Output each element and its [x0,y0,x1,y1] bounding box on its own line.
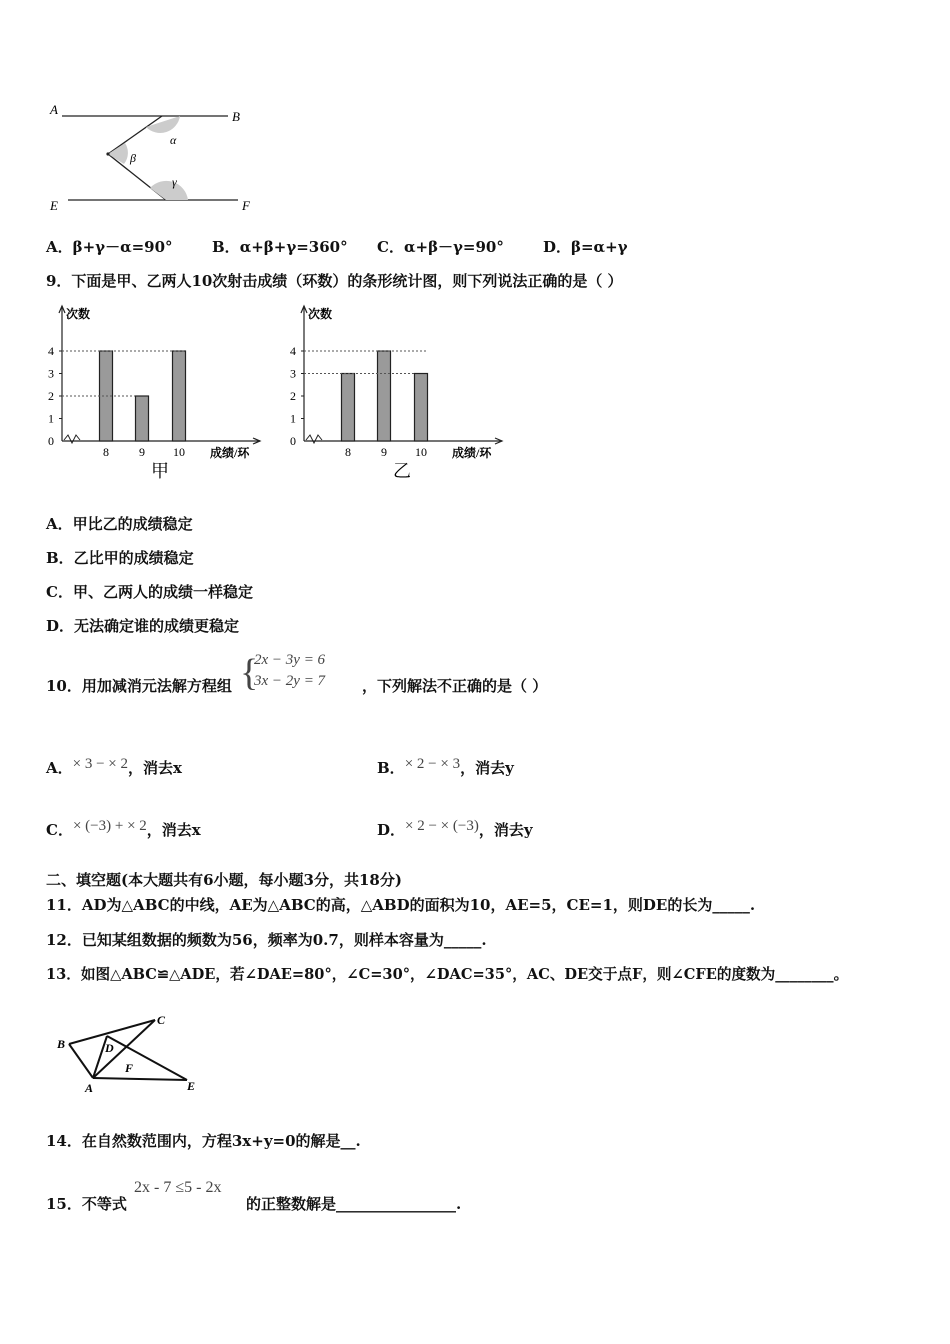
q8-option-c-text: α+β－γ=90° [403,238,504,256]
yi-y-tick-label-1: 1 [290,411,296,426]
jia-x-tick-label-10: 10 [173,445,185,459]
label-alpha: α [170,133,177,147]
jia-axis-break [64,435,80,443]
q10-option-b-letter: B． [377,759,405,777]
yi-y-tick-label-3: 3 [290,366,296,381]
jia-bar-9 [136,396,149,441]
fig13-label-E: E [187,1079,196,1093]
yi-y-tick-label-0: 0 [290,434,296,448]
yi-bar-10 [415,374,428,442]
bar-chart-yi [282,300,522,490]
q8-option-c-letter: C． [377,238,404,256]
yi-xlabel: 成绩/环 [452,446,492,460]
yi-y-tick-label-4: 4 [290,344,296,358]
q10-option-c [46,814,201,839]
q9-option-d: D．无法确定谁的成绩更稳定 [46,617,240,635]
q15-expr: 2x - 7 ≤5 - 2x [134,1179,222,1196]
fig13-label-A: A [85,1081,94,1095]
q10-option-a [46,752,182,777]
q8-option-b-text: α+β+γ=360° [239,238,348,256]
q10-option-b [377,752,514,777]
q9-option-b: B．乙比甲的成绩稳定 [46,549,194,567]
q10-option-c-tail: ，消去x [146,821,201,839]
q10-option-d-tail: ，消去y [478,821,533,839]
q11-text: 11．AD为△ABC的中线，AE为△ABC的高，△ABD的面积为10，AE=5，CE=1，则DE的长为_____. [46,896,756,914]
bar-chart-jia [40,300,280,490]
q10-eq1: 2x − 3y = 6 [254,652,326,668]
jia-title: 甲 [151,461,169,481]
q8-option-c [377,236,504,257]
fig13-label-D: D [105,1041,114,1055]
jia-x-tick-label-9: 9 [139,445,145,459]
q9-stem: 9．下面是甲、乙两人10次射击成绩（环数）的条形统计图，则下列说法正确的是（ ） [46,272,623,290]
jia-bar-10 [173,351,186,441]
yi-bar-8 [342,374,355,442]
q8-option-d-text: β=α+γ [571,238,628,256]
yi-x-tick-label-10: 10 [415,445,427,459]
q15-prefix: 15．不等式 [46,1195,127,1213]
label-E: E [50,198,58,213]
q13-text: 13．如图△ABC≌△ADE，若∠DAE=80°，∠C=30°，∠DAC=35°，AC、DE交于点F，则∠CFE的度数为________。 [46,966,849,983]
section2-heading: 二、填空题(本大题共有6小题，每小题3分，共18分) [46,871,402,889]
q10-option-c-expr: × (−3) + × 2 [72,818,147,834]
q8-option-a-text: β+γ－α=90° [72,238,173,256]
q10-suffix: ，下列解法不正确的是（ ） [362,677,548,695]
q10-option-c-letter: C． [46,821,73,839]
q10-option-d-letter: D． [377,821,406,839]
fig13-label-F: F [125,1061,134,1075]
q10-brace: { [240,652,259,694]
jia-y-tick-label-4: 4 [48,344,54,358]
fig13-label-C: C [157,1013,166,1027]
jia-ylabel: 次数 [66,307,91,321]
q12-text: 12．已知某组数据的频数为56，频率为0.7，则样本容量为_____. [46,931,487,949]
yi-x-tick-label-8: 8 [345,445,351,459]
yi-axis-break [306,435,322,443]
q8-option-a [46,236,173,257]
label-F: F [242,198,250,213]
q9-option-c: C．甲、乙两人的成绩一样稳定 [46,583,253,601]
jia-y-tick-label-2: 2 [48,389,54,403]
triangle-figure [55,1010,215,1100]
yi-bar-9 [378,351,391,441]
q8-option-d-letter: D． [543,238,572,256]
jia-y-tick-label-3: 3 [48,366,54,381]
q10-option-d-expr: × 2 − × (−3) [405,818,479,834]
yi-ylabel: 次数 [308,307,333,321]
parallel-lines-figure [40,100,280,220]
jia-xlabel: 成绩/环 [210,446,250,460]
q10-option-a-letter: A． [46,759,73,777]
yi-y-tick-label-2: 2 [290,389,296,403]
label-beta: β [130,151,136,165]
jia-y-tick-label-1: 1 [48,411,54,426]
q10-option-a-expr: × 3 − × 2 [72,756,129,772]
q9-option-a: A．甲比乙的成绩稳定 [46,515,193,533]
jia-y-tick-label-0: 0 [48,434,54,448]
fig13-label-B: B [57,1037,66,1051]
jia-x-tick-label-8: 8 [103,445,109,459]
q8-option-d [543,236,628,257]
q10-option-b-tail: ，消去y [460,759,514,777]
q8-option-b-letter: B． [212,238,240,256]
q8-option-b [212,236,348,257]
label-A: A [50,102,58,117]
q10-option-d [377,814,533,839]
label-gamma: γ [172,175,177,189]
q10-prefix: 10．用加减消元法解方程组 [46,677,232,695]
q10-eq2: 3x − 2y = 7 [254,673,326,689]
q15-suffix: 的正整数解是________________. [246,1195,462,1213]
yi-title: 乙 [393,461,411,481]
q14-text: 14．在自然数范围内，方程3x+y=0的解是__. [46,1132,361,1150]
yi-x-tick-label-9: 9 [381,445,387,459]
q8-option-a-letter: A． [46,238,73,256]
q10-option-a-tail: ，消去x [128,759,182,777]
label-B: B [232,109,240,124]
q10-option-b-expr: × 2 − × 3 [404,756,461,772]
